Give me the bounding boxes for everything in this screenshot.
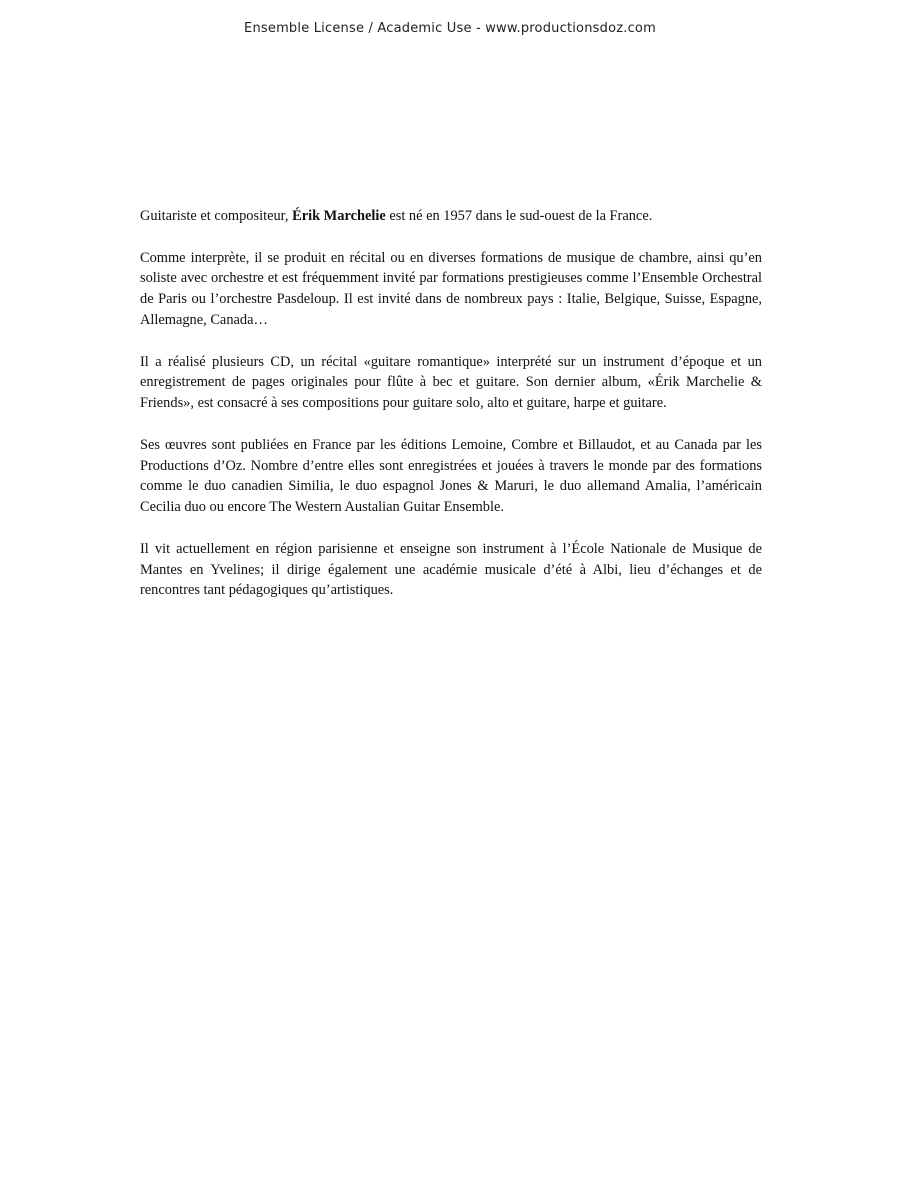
composer-name: Érik Marchelie — [292, 208, 386, 224]
bio-paragraph-intro — [140, 206, 762, 227]
bio-paragraph-performer: Comme interprète, il se produit en récital ou en diverses formations de musique de chambre, ainsi qu’en soliste avec orchestre et est fréquemment invité par formations prestigieuses comme l’Ensemble Orchestral de Paris ou l’orchestre Pasdeloup. Il est invité dans de nombreux pays : Italie, Belgique, Suisse, Espagne, Allemagne, Canada… — [140, 249, 762, 328]
bio-paragraph-recordings: Il a réalisé plusieurs CD, un récital «guitare romantique» interprété sur un instrument d’époque et un enregistrement de pages originales pour flûte à bec et guitare. Son dernier album, «Érik Marchelie & Friends», est consacré à ses compositions pour guitare solo, alto et guitare, harpe et guitare. — [140, 353, 762, 412]
biography-text — [140, 206, 762, 622]
bio-paragraph-teaching: Il vit actuellement en région parisienne et enseigne son instrument à l’École Nationale de Musique de Mantes en Yvelines; il dirige également une académie musicale d’été à Albi, lieu d’échanges et de rencontres tant pédagogiques qu’artistiques. — [140, 540, 762, 599]
bio-paragraph-publications: Ses œuvres sont publiées en France par les éditions Lemoine, Combre et Billaudot, et au Canada par les Productions d’Oz. Nombre d’entre elles sont enregistrées et jouées à travers le monde par des formations comme le duo canadien Similia, le duo espagnol Jones & Maruri, le duo allemand Amalia, l’américain Cecilia duo ou encore The Western Austalian Guitar Ensemble. — [140, 436, 762, 516]
intro-text-before: Guitariste et compositeur, — [140, 208, 293, 224]
license-header: Ensemble License / Academic Use - www.productionsdoz.com — [244, 21, 656, 36]
intro-text-after: est né en 1957 dans le sud-ouest de la France. — [385, 208, 653, 224]
